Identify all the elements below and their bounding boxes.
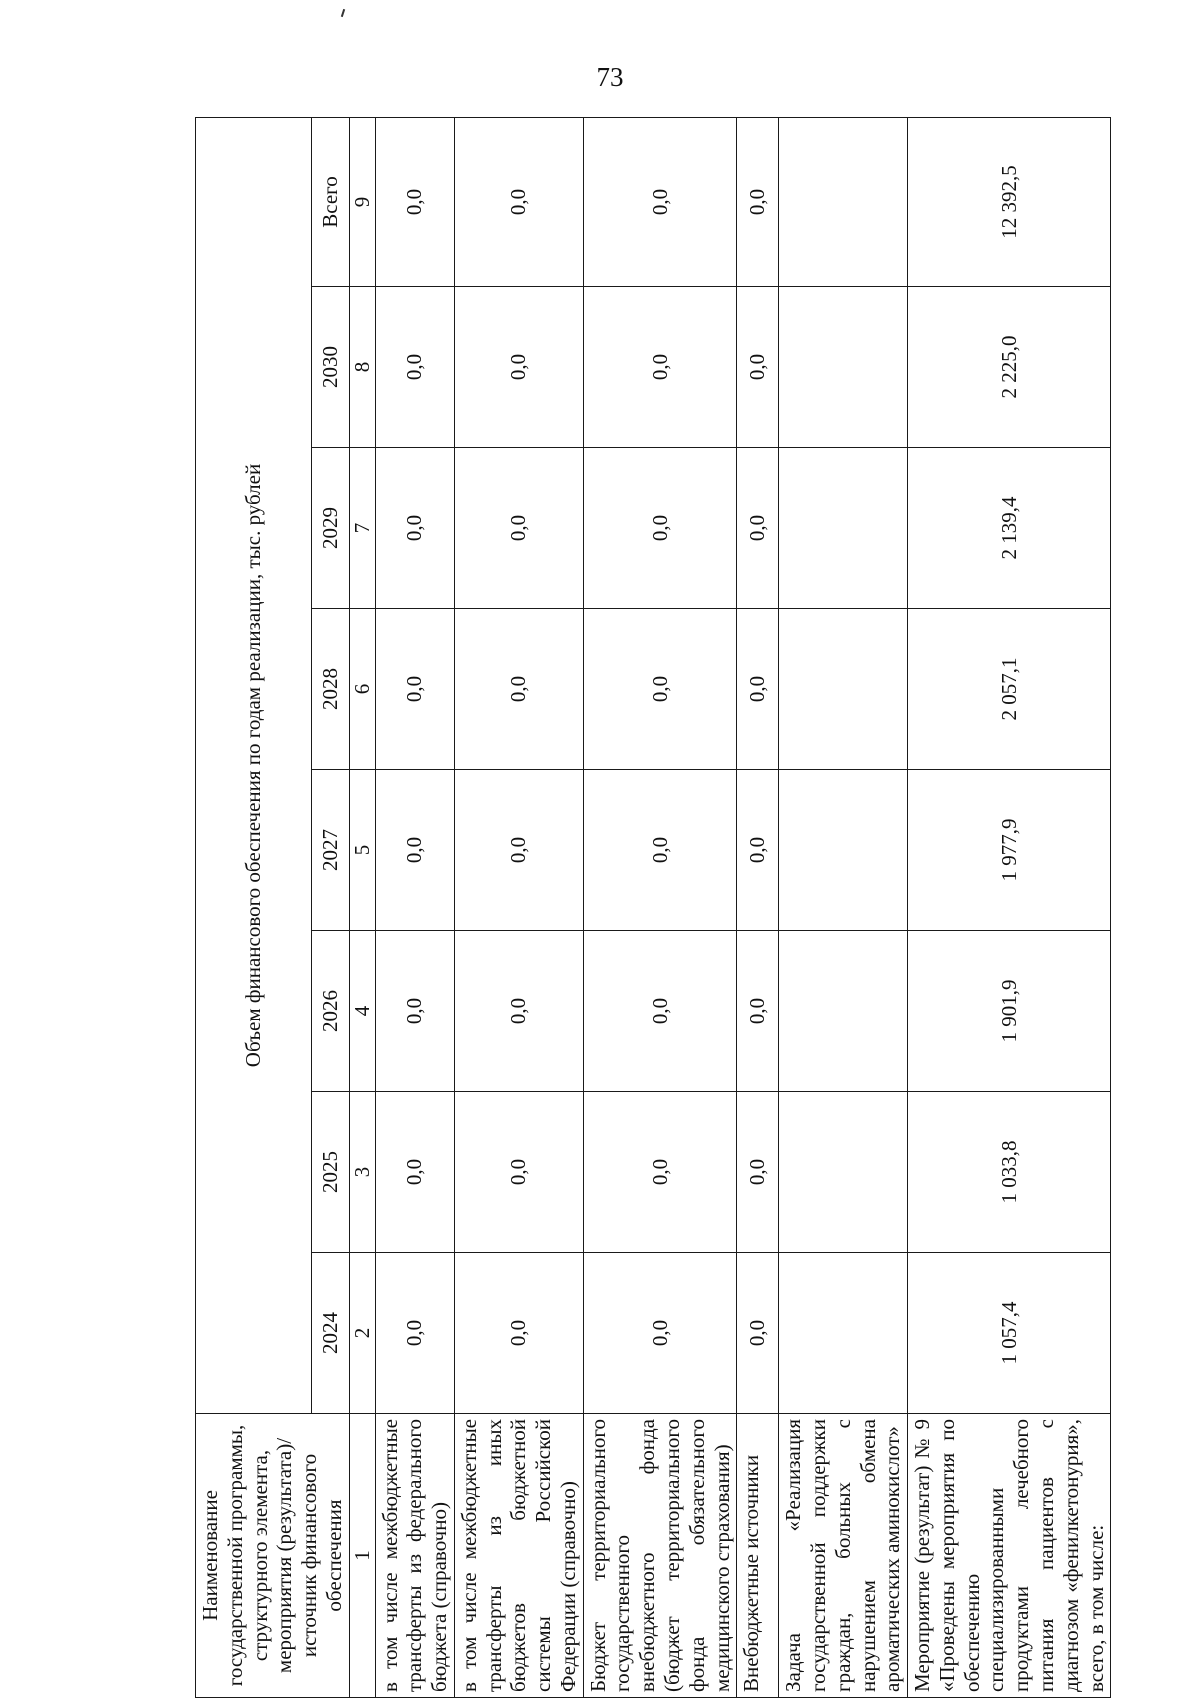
row-value: 1 057,4	[908, 1253, 1111, 1414]
year-header: 2025	[311, 1092, 349, 1253]
total-header: Всего	[311, 117, 349, 286]
name-column-header: Наименование государственной программы, структурного элемента, мероприятия (результата)/источник финансового обеспечения	[196, 1414, 350, 1698]
column-number: 5	[349, 770, 375, 931]
row-value: 0,0	[375, 287, 454, 448]
column-number: 9	[349, 117, 375, 286]
row-value: 0,0	[375, 448, 454, 609]
row-value: 0,0	[454, 287, 583, 448]
column-number-row	[349, 117, 375, 1697]
row-value: 1 901,9	[908, 931, 1111, 1092]
year-header: 2029	[311, 448, 349, 609]
row-label: Мероприятие (результат) № 9 «Проведены мероприятия по обеспечению специализированными продуктами лечебного питания пациентов с диагнозом «фенилкетонурия», всего, в том числе:	[908, 1414, 1111, 1698]
row-value: 0,0	[375, 609, 454, 770]
row-value: 0,0	[583, 770, 737, 931]
row-value: 0,0	[375, 117, 454, 286]
row-value: 0,0	[737, 1253, 779, 1414]
measure-row	[908, 117, 1111, 1697]
row-value: 0,0	[454, 117, 583, 286]
row-value	[779, 931, 908, 1092]
row-value: 1 033,8	[908, 1092, 1111, 1253]
row-value: 0,0	[583, 287, 737, 448]
table-row	[454, 117, 583, 1697]
row-value	[779, 770, 908, 931]
row-value: 0,0	[454, 770, 583, 931]
row-value	[779, 117, 908, 286]
year-header: 2028	[311, 609, 349, 770]
row-value: 2 057,1	[908, 609, 1111, 770]
rotated-table-container	[195, 118, 1108, 1698]
row-value: 0,0	[454, 448, 583, 609]
row-value: 0,0	[454, 931, 583, 1092]
row-value: 0,0	[737, 1092, 779, 1253]
row-value: 0,0	[737, 287, 779, 448]
row-label: в том числе межбюджетные трансферты из федерального бюджета (справочно)	[375, 1414, 454, 1698]
row-value: 12 392,5	[908, 117, 1111, 286]
financing-group-header: Объем финансового обеспечения по годам реализации, тыс. рублей	[196, 117, 312, 1413]
row-value: 0,0	[737, 117, 779, 286]
row-value	[779, 287, 908, 448]
row-label: Бюджет территориального государственного внебюджетного фонда (бюджет территориального фонда обязательного медицинского страхования)	[583, 1414, 737, 1698]
year-header: 2026	[311, 931, 349, 1092]
row-label: Задача «Реализация государственной поддержки граждан, больных с нарушением обмена ароматических аминокислот»	[779, 1414, 908, 1698]
financing-table	[195, 117, 1111, 1698]
row-value: 0,0	[375, 931, 454, 1092]
column-number: 4	[349, 931, 375, 1092]
column-number: 3	[349, 1092, 375, 1253]
row-value: 0,0	[737, 770, 779, 931]
row-value: 0,0	[737, 609, 779, 770]
row-value: 0,0	[583, 609, 737, 770]
row-label: Внебюджетные источники	[737, 1414, 779, 1698]
row-value: 0,0	[737, 931, 779, 1092]
row-value: 0,0	[583, 117, 737, 286]
row-value: 2 225,0	[908, 287, 1111, 448]
year-header: 2024	[311, 1253, 349, 1414]
column-number: 1	[349, 1414, 375, 1698]
row-value: 0,0	[583, 1092, 737, 1253]
row-value	[779, 1253, 908, 1414]
table-row	[737, 117, 779, 1697]
row-value: 0,0	[583, 448, 737, 609]
table-row	[583, 117, 737, 1697]
row-value: 0,0	[375, 1253, 454, 1414]
page-number: 73	[596, 62, 624, 92]
table-row	[375, 117, 454, 1697]
row-value: 0,0	[583, 1253, 737, 1414]
row-value: 2 139,4	[908, 448, 1111, 609]
row-value: 0,0	[375, 1092, 454, 1253]
year-header: 2027	[311, 770, 349, 931]
scan-mark	[341, 9, 345, 17]
year-header: 2030	[311, 287, 349, 448]
row-value	[779, 609, 908, 770]
row-value	[779, 1092, 908, 1253]
row-value: 0,0	[454, 1092, 583, 1253]
row-value	[779, 448, 908, 609]
row-value: 0,0	[737, 448, 779, 609]
row-value: 1 977,9	[908, 770, 1111, 931]
row-value: 0,0	[583, 931, 737, 1092]
column-number: 7	[349, 448, 375, 609]
task-row	[779, 117, 908, 1697]
row-value: 0,0	[454, 1253, 583, 1414]
row-value: 0,0	[375, 770, 454, 931]
row-value: 0,0	[454, 609, 583, 770]
column-number: 2	[349, 1253, 375, 1414]
column-number: 8	[349, 287, 375, 448]
row-label: в том числе межбюджетные трансферты из иных бюджетов бюджетной системы Российской Федерации (справочно)	[454, 1414, 583, 1698]
column-number: 6	[349, 609, 375, 770]
